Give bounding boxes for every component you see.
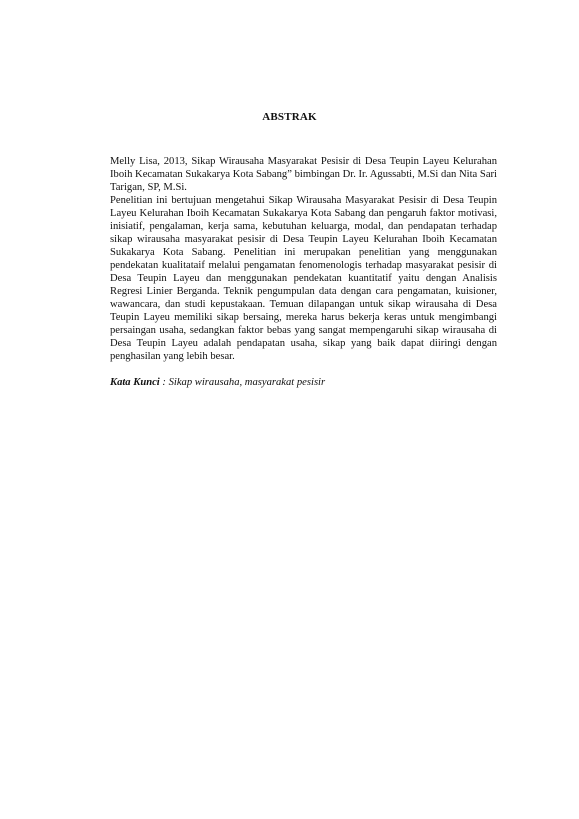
keywords-line (110, 376, 497, 389)
citation-paragraph: Melly Lisa, 2013, Sikap Wirausaha Masyarakat Pesisir di Desa Teupin Layeu Kelurahan Iboih Kecamatan Sukakarya Kota Sabang” bimbingan Dr. Ir. Agussabti, M.Si dan Nita Sari Tarigan, SP, M.Si. (110, 156, 497, 193)
abstract-paragraph: Penelitian ini bertujuan mengetahui Sikap Wirausaha Masyarakat Pesisir di Desa Teupin Layeu Kelurahan Iboih Kecamatan Sukakarya Kota Sabang dan pengaruh faktor motivasi, inisiatif, pengalaman, kerja sama, kebutuhan keluarga, modal, dan pendapatan terhadap sikap wirausaha masyarakat pesisir di Desa Teupin Layeu Kelurahan Iboih Kecamatan Sukakarya Kota Sabang. Penelitian ini merupakan penelitian yang menggunakan pendekatan kualitataif melalui pengamatan fenomenologis terhadap masyarakat pesisir di Desa Teupin Layeu dan menggunakan pendekatan kuantitatif yaitu dengan Analisis Regresi Linier Berganda. Teknik pengumpulan data dengan cara pengamatan, kuisioner, wawancara, dan studi kepustakaan. Temuan dilapangan untuk sikap wirausaha di Desa Teupin Layeu memiliki sikap bersaing, mereka harus bekerja keras untuk mengimbangi persaingan usaha, sedangkan faktor bebas yang sangat mempengaruhi sikap wirausaha di Desa Teupin Layeu adalah pendapatan usaha, sikap yang baik dapat diiringi dengan penghasilan yang lebih besar. (110, 195, 497, 362)
abstract-content (110, 155, 497, 389)
keywords-label: Kata Kunci (110, 377, 160, 388)
page-title: ABSTRAK (262, 111, 317, 123)
keywords-value: : Sikap wirausaha, masyarakat pesisir (159, 377, 326, 388)
